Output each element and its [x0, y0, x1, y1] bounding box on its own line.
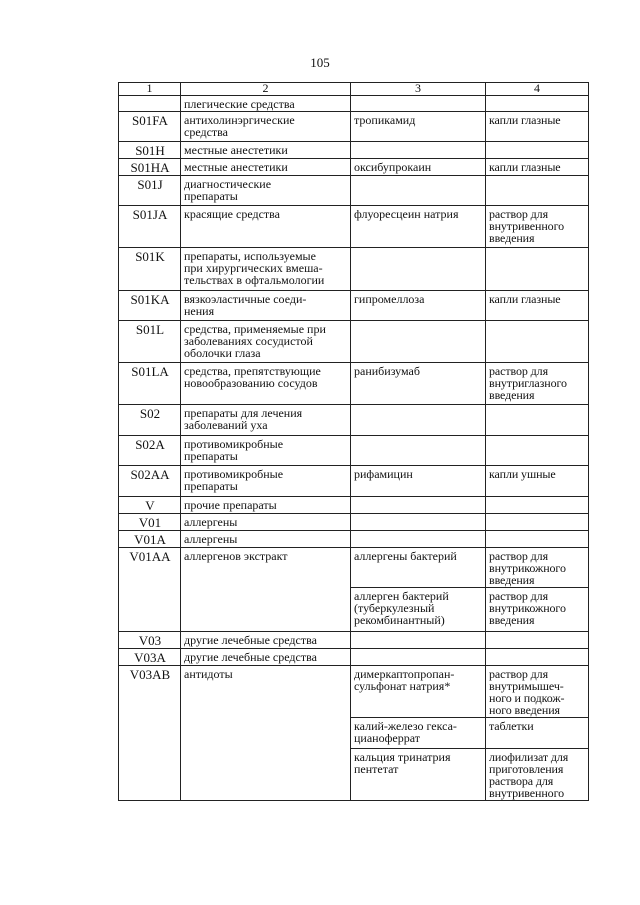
drug-name-cell-text: флуоресцеин натрия — [354, 207, 459, 221]
table-row — [119, 159, 589, 176]
atc-code-cell — [119, 363, 181, 405]
group-name-cell — [181, 159, 351, 176]
drug-name-cell-text: аллерген бактерий (туберкулезный рекомбинантный) — [354, 589, 449, 627]
table-row — [119, 666, 589, 718]
group-name-cell — [181, 632, 351, 649]
atc-code-cell-text: S01KA — [130, 292, 170, 307]
dosage-form-cell — [486, 321, 589, 363]
group-name-cell — [181, 548, 351, 632]
drug-name-cell — [351, 112, 486, 142]
atc-code-cell-text: S02 — [139, 406, 161, 421]
table-row — [119, 363, 589, 405]
dosage-form-cell-text: таблетки — [489, 719, 534, 733]
dosage-form-cell — [486, 96, 589, 112]
table-row — [119, 206, 589, 248]
table-row — [119, 112, 589, 142]
table-row — [119, 548, 589, 588]
drug-name-cell-text: тропикамид — [354, 113, 416, 127]
drug-name-cell-text: калий-железо гекса- цианоферрат — [354, 719, 457, 745]
drug-name-cell — [351, 363, 486, 405]
dosage-form-cell-text: капли глазные — [489, 113, 561, 127]
atc-code-cell — [119, 112, 181, 142]
group-name-cell-text: аллергенов экстракт — [184, 549, 288, 563]
header-cell: 2 — [181, 83, 351, 96]
table-row — [119, 531, 589, 548]
drug-name-cell — [351, 749, 486, 801]
group-name-cell-text: антидоты — [184, 667, 233, 681]
table-row — [119, 142, 589, 159]
group-name-cell — [181, 666, 351, 801]
drug-name-cell — [351, 531, 486, 548]
dosage-form-cell-text: раствор для внутривенного введения — [489, 207, 564, 245]
table-row — [119, 649, 589, 666]
drug-name-cell — [351, 248, 486, 291]
atc-code-cell-text: S01K — [135, 249, 165, 264]
atc-code-cell — [119, 649, 181, 666]
group-name-cell — [181, 405, 351, 436]
atc-code-cell — [119, 514, 181, 531]
atc-code-cell-text: V03AB — [129, 667, 171, 682]
group-name-cell-text: местные анестетики — [184, 143, 288, 157]
atc-code-cell-text: V01 — [138, 515, 162, 530]
drug-name-cell — [351, 321, 486, 363]
table-row — [119, 96, 589, 112]
dosage-form-cell — [486, 666, 589, 718]
drug-name-cell-text: ранибизумаб — [354, 364, 420, 378]
header-cell: 1 — [119, 83, 181, 96]
drug-name-cell — [351, 497, 486, 514]
drug-name-cell — [351, 718, 486, 749]
atc-code-cell-text: V01A — [134, 532, 166, 547]
drug-name-cell-text: рифамицин — [354, 467, 413, 481]
dosage-form-cell-text: раствор для внутрикожного введения — [489, 549, 566, 587]
atc-code-cell-text: V — [145, 498, 155, 513]
group-name-cell — [181, 321, 351, 363]
group-name-cell-text: аллергены — [184, 532, 238, 546]
group-name-cell-text: средства, применяемые при заболеваниях сосудистой оболочки глаза — [184, 322, 326, 360]
dosage-form-cell — [486, 531, 589, 548]
atc-code-cell — [119, 497, 181, 514]
table-header-row — [119, 83, 589, 96]
atc-code-cell — [119, 666, 181, 801]
atc-code-cell-text: S01J — [137, 177, 163, 192]
dosage-form-cell — [486, 632, 589, 649]
group-name-cell-text: противомикробные препараты — [184, 437, 284, 463]
group-name-cell-text: прочие препараты — [184, 498, 277, 512]
group-name-cell-text: антихолинэргические средства — [184, 113, 295, 139]
page-number: 105 — [310, 55, 330, 70]
table-row — [119, 248, 589, 291]
atc-code-cell — [119, 632, 181, 649]
group-name-cell-text: другие лечебные средства — [184, 633, 317, 647]
group-name-cell-text: препараты для лечения заболеваний уха — [184, 406, 303, 432]
drug-name-cell-text: аллергены бактерий — [354, 549, 457, 563]
group-name-cell — [181, 531, 351, 548]
drug-name-cell — [351, 159, 486, 176]
group-name-cell-text: противомикробные препараты — [184, 467, 284, 493]
group-name-cell — [181, 649, 351, 666]
atc-code-cell — [119, 142, 181, 159]
drug-name-cell — [351, 206, 486, 248]
dosage-form-cell — [486, 112, 589, 142]
dosage-form-cell — [486, 363, 589, 405]
group-name-cell-text: красящие средства — [184, 207, 280, 221]
atc-code-cell — [119, 466, 181, 497]
drug-name-cell-text: кальция тринатрия пентетат — [354, 750, 451, 776]
dosage-form-cell — [486, 548, 589, 588]
dosage-form-cell — [486, 176, 589, 206]
atc-code-cell — [119, 96, 181, 112]
group-name-cell-text: аллергены — [184, 515, 238, 529]
group-name-cell — [181, 176, 351, 206]
atc-code-cell — [119, 248, 181, 291]
dosage-form-cell — [486, 497, 589, 514]
atc-code-cell — [119, 159, 181, 176]
dosage-form-cell-text: раствор для внутримышеч- ного и подкож- ного введения — [489, 667, 565, 717]
atc-code-cell — [119, 405, 181, 436]
dosage-form-cell-text: капли ушные — [489, 467, 556, 481]
atc-code-cell-text: S02AA — [130, 467, 170, 482]
dosage-form-cell-text: капли глазные — [489, 160, 561, 174]
atc-code-cell-text: S01H — [135, 143, 165, 158]
drug-name-cell-text: оксибупрокаин — [354, 160, 432, 174]
atc-code-cell-text: S01FA — [132, 113, 168, 128]
drug-name-cell-text: гипромеллоза — [354, 292, 425, 306]
atc-code-cell-text: V01AA — [129, 549, 171, 564]
table-row — [119, 405, 589, 436]
dosage-form-cell — [486, 718, 589, 749]
atc-code-cell — [119, 531, 181, 548]
drug-name-cell — [351, 666, 486, 718]
group-name-cell — [181, 112, 351, 142]
group-name-cell-text: диагностические препараты — [184, 177, 272, 203]
atc-code-cell — [119, 321, 181, 363]
atc-code-cell-text: S01LA — [131, 364, 169, 379]
group-name-cell-text: другие лечебные средства — [184, 650, 317, 664]
atc-code-cell-text: S02A — [135, 437, 165, 452]
atc-code-cell-text: S01JA — [132, 207, 168, 222]
table-row — [119, 176, 589, 206]
atc-code-cell-text: V03 — [138, 633, 162, 648]
dosage-form-cell — [486, 749, 589, 801]
drug-name-cell — [351, 588, 486, 632]
table-row — [119, 321, 589, 363]
group-name-cell — [181, 436, 351, 466]
drug-name-cell — [351, 436, 486, 466]
drug-name-cell — [351, 514, 486, 531]
drug-name-cell-text: димеркаптопропан- сульфонат натрия* — [354, 667, 455, 693]
table-row — [119, 632, 589, 649]
group-name-cell — [181, 248, 351, 291]
dosage-form-cell — [486, 649, 589, 666]
dosage-form-cell — [486, 514, 589, 531]
table-row — [119, 291, 589, 321]
group-name-cell-text: местные анестетики — [184, 160, 288, 174]
atc-code-cell — [119, 291, 181, 321]
drug-name-cell — [351, 142, 486, 159]
table-row — [119, 436, 589, 466]
atc-code-cell-text: S01L — [135, 322, 165, 337]
dosage-form-cell-text: капли глазные — [489, 292, 561, 306]
group-name-cell — [181, 514, 351, 531]
group-name-cell — [181, 291, 351, 321]
dosage-form-cell — [486, 588, 589, 632]
table-row — [119, 466, 589, 497]
drug-classification-table — [118, 82, 589, 801]
dosage-form-cell — [486, 248, 589, 291]
dosage-form-cell — [486, 436, 589, 466]
header-cell: 4 — [486, 83, 589, 96]
drug-name-cell — [351, 466, 486, 497]
group-name-cell-text: вязкоэластичные соеди- нения — [184, 292, 307, 318]
dosage-form-cell — [486, 405, 589, 436]
group-name-cell — [181, 206, 351, 248]
group-name-cell — [181, 497, 351, 514]
dosage-form-cell-text: раствор для внутрикожного введения — [489, 589, 566, 627]
group-name-cell — [181, 363, 351, 405]
drug-name-cell — [351, 96, 486, 112]
atc-code-cell-text: V03A — [134, 650, 166, 665]
atc-code-cell-text: S01HA — [130, 160, 170, 175]
group-name-cell — [181, 96, 351, 112]
group-name-cell-text: плегические средства — [184, 97, 295, 111]
dosage-form-cell — [486, 466, 589, 497]
drug-name-cell — [351, 405, 486, 436]
atc-code-cell — [119, 548, 181, 632]
atc-code-cell — [119, 176, 181, 206]
drug-name-cell — [351, 176, 486, 206]
atc-code-cell — [119, 436, 181, 466]
group-name-cell — [181, 466, 351, 497]
table-row — [119, 514, 589, 531]
dosage-form-cell — [486, 142, 589, 159]
drug-name-cell — [351, 291, 486, 321]
dosage-form-cell — [486, 291, 589, 321]
dosage-form-cell — [486, 206, 589, 248]
drug-name-cell — [351, 649, 486, 666]
drug-name-cell — [351, 548, 486, 588]
header-cell: 3 — [351, 83, 486, 96]
group-name-cell-text: средства, препятствующие новообразованию сосудов — [184, 364, 321, 390]
table-row — [119, 497, 589, 514]
dosage-form-cell-text: раствор для внутриглазного введения — [489, 364, 567, 402]
dosage-form-cell — [486, 159, 589, 176]
group-name-cell-text: препараты, используемые при хирургических вмеша- тельствах в офтальмологии — [184, 249, 325, 287]
atc-code-cell — [119, 206, 181, 248]
drug-name-cell — [351, 632, 486, 649]
dosage-form-cell-text: лиофилизат для приготовления раствора для внутривенного — [489, 750, 569, 800]
group-name-cell — [181, 142, 351, 159]
